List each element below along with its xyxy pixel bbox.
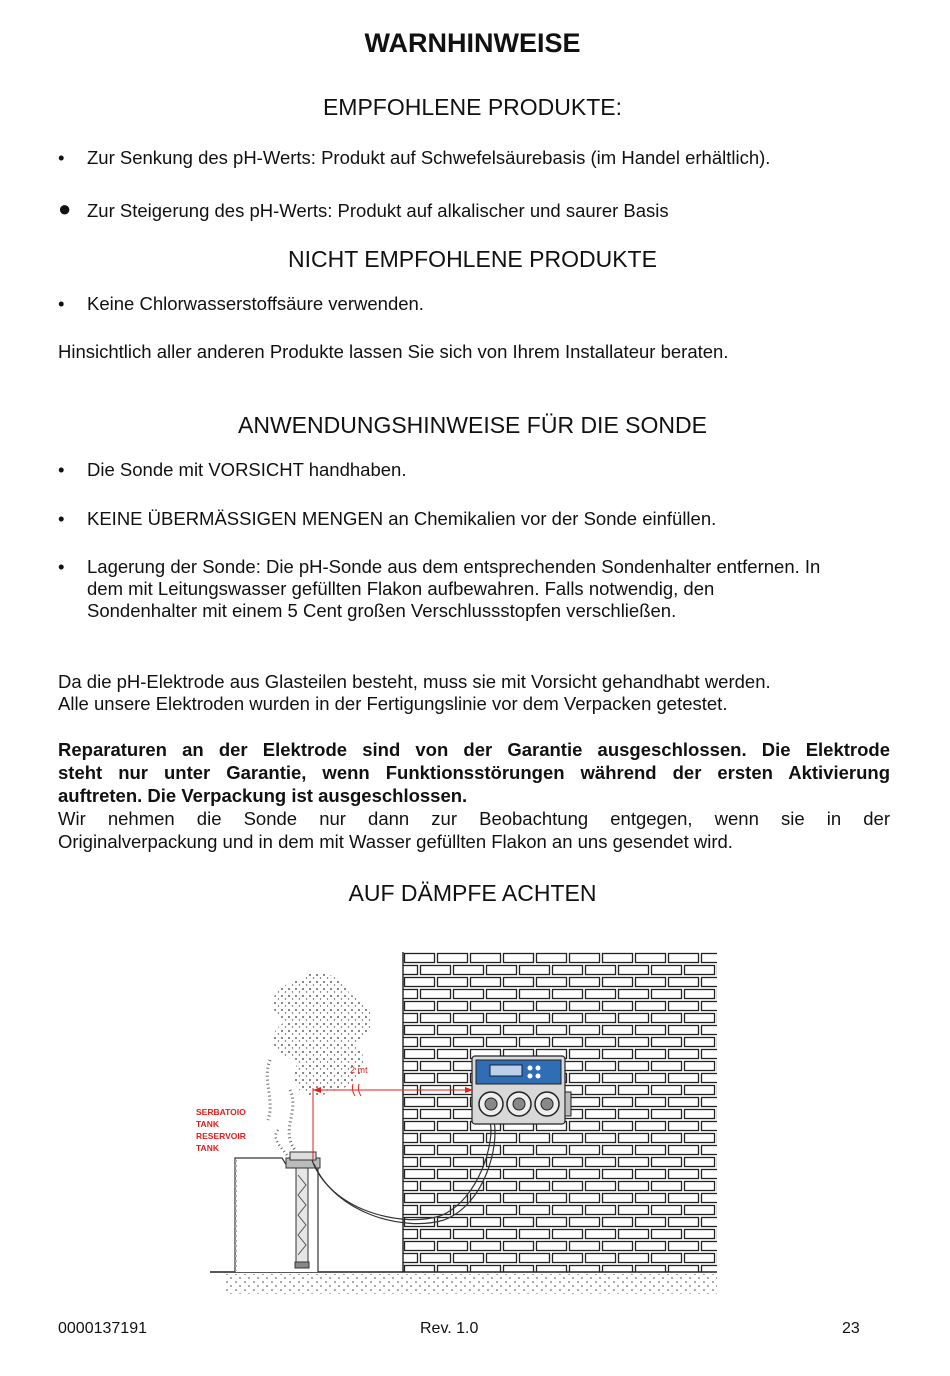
distance-label: 2 mt <box>350 1065 368 1075</box>
installer-note: Hinsichtlich aller anderen Produkte lassen Sie sich von Ihrem Installateur beraten. <box>58 341 729 362</box>
bullet-icon: • <box>58 147 65 168</box>
heading-not-recommended-products: NICHT EMPFOHLENE PRODUKTE <box>288 246 657 272</box>
page-title: WARNHINWEISE <box>364 28 581 58</box>
warranty-line-1: Wir nehmen die Sonde nur dann zur Beobachtung entgegen, wenn sie in der <box>58 808 890 829</box>
tank-label-line-4: TANK <box>196 1143 219 1153</box>
electrode-handling-line-2: Alle unsere Elektroden wurden in der Fertigungslinie vor dem Verpacken getestet. <box>58 693 728 714</box>
heading-recommended-products: EMPFOHLENE PRODUKTE: <box>322 94 623 120</box>
warranty-bold-line-1: Reparaturen an der Elektrode sind von der Garantie ausgeschlossen. Die Elektrode <box>58 739 890 760</box>
dosing-pump <box>472 1056 571 1124</box>
revision: Rev. 1.0 <box>420 1320 479 1337</box>
warranty-bold-line-3: auftreten. Die Verpackung ist ausgeschlossen. <box>58 785 468 806</box>
heading-probe-instructions: ANWENDUNGSHINWEISE FÜR DIE SONDE <box>238 412 707 438</box>
tank-label <box>196 1107 246 1153</box>
tank-label-line-2: TANK <box>196 1119 219 1129</box>
bullet-icon: • <box>58 293 65 314</box>
tank-label-line-3: RESERVOIR <box>196 1131 246 1141</box>
bullet-icon: ● <box>58 196 72 221</box>
document-number: 0000137191 <box>58 1320 147 1337</box>
bullet-icon: • <box>58 459 65 480</box>
installation-diagram <box>180 940 740 1300</box>
heading-fumes: AUF DÄMPFE ACHTEN <box>348 880 597 906</box>
bullet-icon: • <box>58 508 65 529</box>
tank-label-line-1: SERBATOIO <box>196 1107 246 1117</box>
warranty-line-2: Originalverpackung und in dem mit Wasser gefüllten Flakon an uns gesendet wird. <box>58 831 733 852</box>
warranty-bold-line-2: steht nur unter Garantie, wenn Funktionsstörungen während der ersten Aktivierung <box>58 762 890 783</box>
page-number: 23 <box>842 1320 860 1337</box>
bullet-icon: • <box>58 556 65 577</box>
electrode-handling-line-1: Da die pH-Elektrode aus Glasteilen besteht, muss sie mit Vorsicht gehandhabt werden. <box>58 671 771 692</box>
ground <box>210 1272 717 1294</box>
